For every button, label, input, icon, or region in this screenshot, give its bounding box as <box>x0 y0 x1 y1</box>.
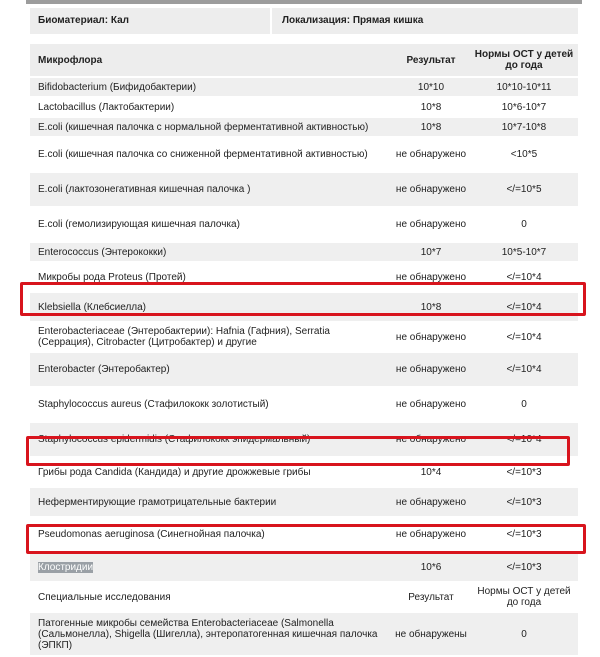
table-row-clostridia <box>30 553 578 581</box>
row-norm: </=10*4 <box>470 263 578 291</box>
row-result: не обнаружены <box>392 613 470 655</box>
row-result: 10*6 <box>392 553 470 581</box>
row-name: Bifidobacterium (Бифидобактерии) <box>30 78 392 96</box>
column-header-microflora: Микрофлора <box>30 44 392 76</box>
row-result: не обнаружено <box>392 138 470 171</box>
row-norm: </=10*3 <box>470 488 578 516</box>
row-name: E.coli (кишечная палочка с нормальной ферментативной активностью) <box>30 118 392 136</box>
microflora-table <box>30 42 578 657</box>
table-row <box>30 518 578 551</box>
row-norm: 0 <box>470 613 578 655</box>
row-result: не обнаружено <box>392 488 470 516</box>
row-result: 10*8 <box>392 98 470 116</box>
row-name: Enterobacter (Энтеробактер) <box>30 353 392 386</box>
table-row <box>30 613 578 655</box>
row-name: Lactobacillus (Лактобактерии) <box>30 98 392 116</box>
table-row <box>30 138 578 171</box>
row-norm: </=10*3 <box>470 553 578 581</box>
table-row <box>30 78 578 96</box>
special-header-title: Специальные исследования <box>30 583 392 611</box>
row-name: Enterococcus (Энтерококки) <box>30 243 392 261</box>
row-name: Микробы рода Proteus (Протей) <box>30 263 392 291</box>
row-name: Pseudomonas aeruginosa (Синегнойная палочка) <box>30 518 392 551</box>
row-result: 10*10 <box>392 78 470 96</box>
row-norm: 10*10-10*11 <box>470 78 578 96</box>
table-header <box>30 44 578 76</box>
row-result: 10*8 <box>392 293 470 321</box>
row-name <box>30 553 392 581</box>
selected-text: Клостридии <box>38 561 94 573</box>
row-norm: 10*6-10*7 <box>470 98 578 116</box>
row-name: Патогенные микробы семейства Enterobacteriaceae (Salmonella (Сальмонелла), Shigella (Шигелла), энтеропатогенная кишечная палочка (ЭПКП) <box>30 613 392 655</box>
table-row <box>30 388 578 421</box>
column-header-norm: Нормы ОСТ у детей до года <box>470 44 578 76</box>
table-row <box>30 488 578 516</box>
row-result: не обнаружено <box>392 518 470 551</box>
row-norm: </=10*4 <box>470 423 578 456</box>
row-name: Klebsiella (Клебсиелла) <box>30 293 392 321</box>
row-result: не обнаружено <box>392 323 470 351</box>
row-name: Неферментирующие грамотрицательные бактерии <box>30 488 392 516</box>
row-name: Enterobacteriaceae (Энтеробактерии): Hafnia (Гафния), Serratia (Серрация), Citrobacter (Цитробактер) и другие <box>30 323 392 351</box>
table-row-klebsiella <box>30 293 578 321</box>
table-row <box>30 423 578 456</box>
special-header-result: Результат <box>392 583 470 611</box>
column-header-result: Результат <box>392 44 470 76</box>
row-norm: 0 <box>470 388 578 421</box>
row-norm: </=10*3 <box>470 458 578 486</box>
row-name: E.coli (кишечная палочка со сниженной ферментативной активностью) <box>30 138 392 171</box>
row-norm: <10*5 <box>470 138 578 171</box>
row-norm: </=10*4 <box>470 323 578 351</box>
row-result: не обнаружено <box>392 208 470 241</box>
row-result: 10*8 <box>392 118 470 136</box>
row-name: Грибы рода Candida (Кандида) и другие дрожжевые грибы <box>30 458 392 486</box>
table-row-candida <box>30 458 578 486</box>
row-name: Staphylococcus epidermidis (Стафилококк эпидермальный) <box>30 423 392 456</box>
row-result: не обнаружено <box>392 173 470 206</box>
table-row <box>30 353 578 386</box>
special-header <box>30 583 578 611</box>
specimen-info <box>30 8 578 34</box>
row-norm: </=10*3 <box>470 518 578 551</box>
row-norm: </=10*5 <box>470 173 578 206</box>
row-result: 10*7 <box>392 243 470 261</box>
row-name: E.coli (гемолизирующая кишечная палочка) <box>30 208 392 241</box>
row-result: не обнаружено <box>392 353 470 386</box>
row-norm: 0 <box>470 208 578 241</box>
row-name: Staphylococcus aureus (Стафилококк золотистый) <box>30 388 392 421</box>
row-result: 10*4 <box>392 458 470 486</box>
special-header-norm: Нормы ОСТ у детей до года <box>470 583 578 611</box>
table-row <box>30 243 578 261</box>
biomaterial-label: Биоматериал: Кал <box>30 8 270 34</box>
row-norm: 10*5-10*7 <box>470 243 578 261</box>
row-norm: 10*7-10*8 <box>470 118 578 136</box>
row-result: не обнаружено <box>392 423 470 456</box>
table-row <box>30 173 578 206</box>
table-row <box>30 118 578 136</box>
table-row <box>30 208 578 241</box>
row-name: E.coli (лактозонегативная кишечная палочка ) <box>30 173 392 206</box>
row-result: не обнаружено <box>392 263 470 291</box>
table-row <box>30 263 578 291</box>
row-norm: </=10*4 <box>470 353 578 386</box>
top-border <box>26 0 582 4</box>
row-result: не обнаружено <box>392 388 470 421</box>
table-row <box>30 98 578 116</box>
table-row <box>30 323 578 351</box>
localization-label: Локализация: Прямая кишка <box>272 8 578 34</box>
row-norm: </=10*4 <box>470 293 578 321</box>
